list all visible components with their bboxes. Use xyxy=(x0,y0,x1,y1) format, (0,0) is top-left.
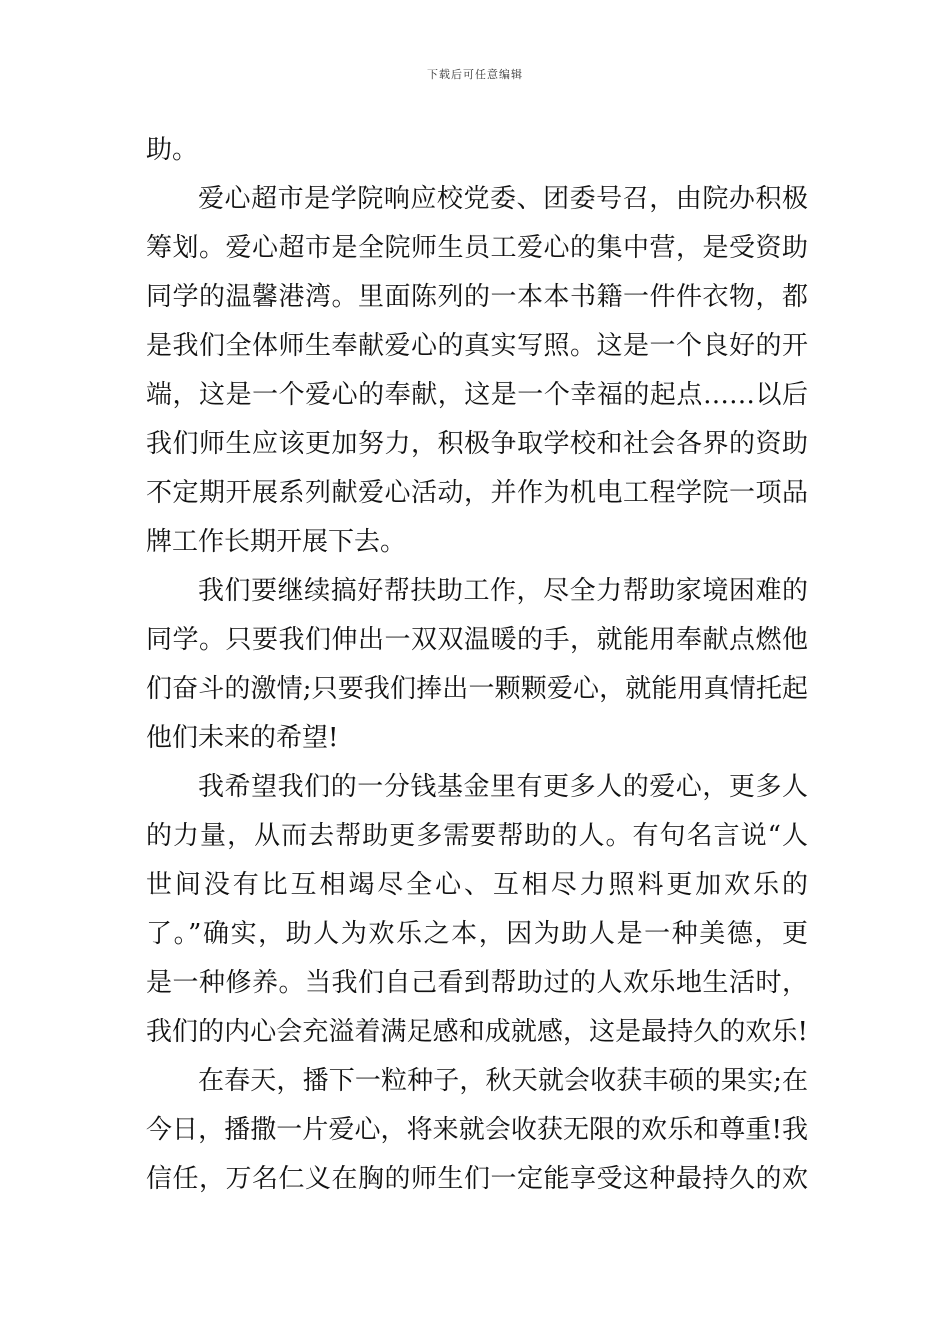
text-line: 信任，万名仁义在胸的师生们一定能享受这种最持久的欢 xyxy=(146,1164,808,1194)
text-line: 爱心超市是学院响应校党委、团委号召，由院办积极 xyxy=(198,184,808,214)
text-line: 们奋斗的激情;只要我们捧出一颗颗爱心，就能用真情托起 xyxy=(146,674,808,704)
text-line: 我们的内心会充溢着满足感和成就感，这是最持久的欢乐! xyxy=(146,1017,808,1047)
text-line: 我希望我们的一分钱基金里有更多人的爱心，更多人 xyxy=(198,772,808,802)
text-line: 助。 xyxy=(146,135,199,165)
text-line: 世间没有比互相竭尽全心、互相尽力照料更加欢乐的 xyxy=(146,870,808,900)
text-line: 我们要继续搞好帮扶助工作，尽全力帮助家境困难的 xyxy=(198,576,808,606)
text-line: 是我们全体师生奉献爱心的真实写照。这是一个良好的开 xyxy=(146,331,808,361)
text-line: 的力量，从而去帮助更多需要帮助的人。有句名言说“人 xyxy=(146,821,808,851)
text-line: 筹划。爱心超市是全院师生员工爱心的集中营，是受资助 xyxy=(146,233,808,263)
text-line: 不定期开展系列献爱心活动，并作为机电工程学院一项品 xyxy=(146,478,808,508)
text-line: 在春天，播下一粒种子，秋天就会收获丰硕的果实;在 xyxy=(198,1066,808,1096)
document-body xyxy=(146,126,808,1204)
page-header-note: 下载后可任意编辑 xyxy=(427,68,523,81)
text-line: 牌工作长期开展下去。 xyxy=(146,527,407,557)
text-line: 我们师生应该更加努力，积极争取学校和社会各界的资助 xyxy=(146,429,808,459)
text-line: 他们未来的希望! xyxy=(146,723,339,753)
text-line: 同学。只要我们伸出一双双温暖的手，就能用奉献点燃他 xyxy=(146,625,808,655)
text-line: 今日，播撒一片爱心，将来就会收获无限的欢乐和尊重!我 xyxy=(146,1115,808,1145)
text-line: 同学的温馨港湾。里面陈列的一本本书籍一件件衣物，都 xyxy=(146,282,808,312)
text-line: 端，这是一个爱心的奉献，这是一个幸福的起点……以后 xyxy=(146,380,808,410)
text-line: 是一种修养。当我们自己看到帮助过的人欢乐地生活时， xyxy=(146,968,808,998)
text-line: 了。”确实，助人为欢乐之本，因为助人是一种美德，更 xyxy=(146,919,808,949)
